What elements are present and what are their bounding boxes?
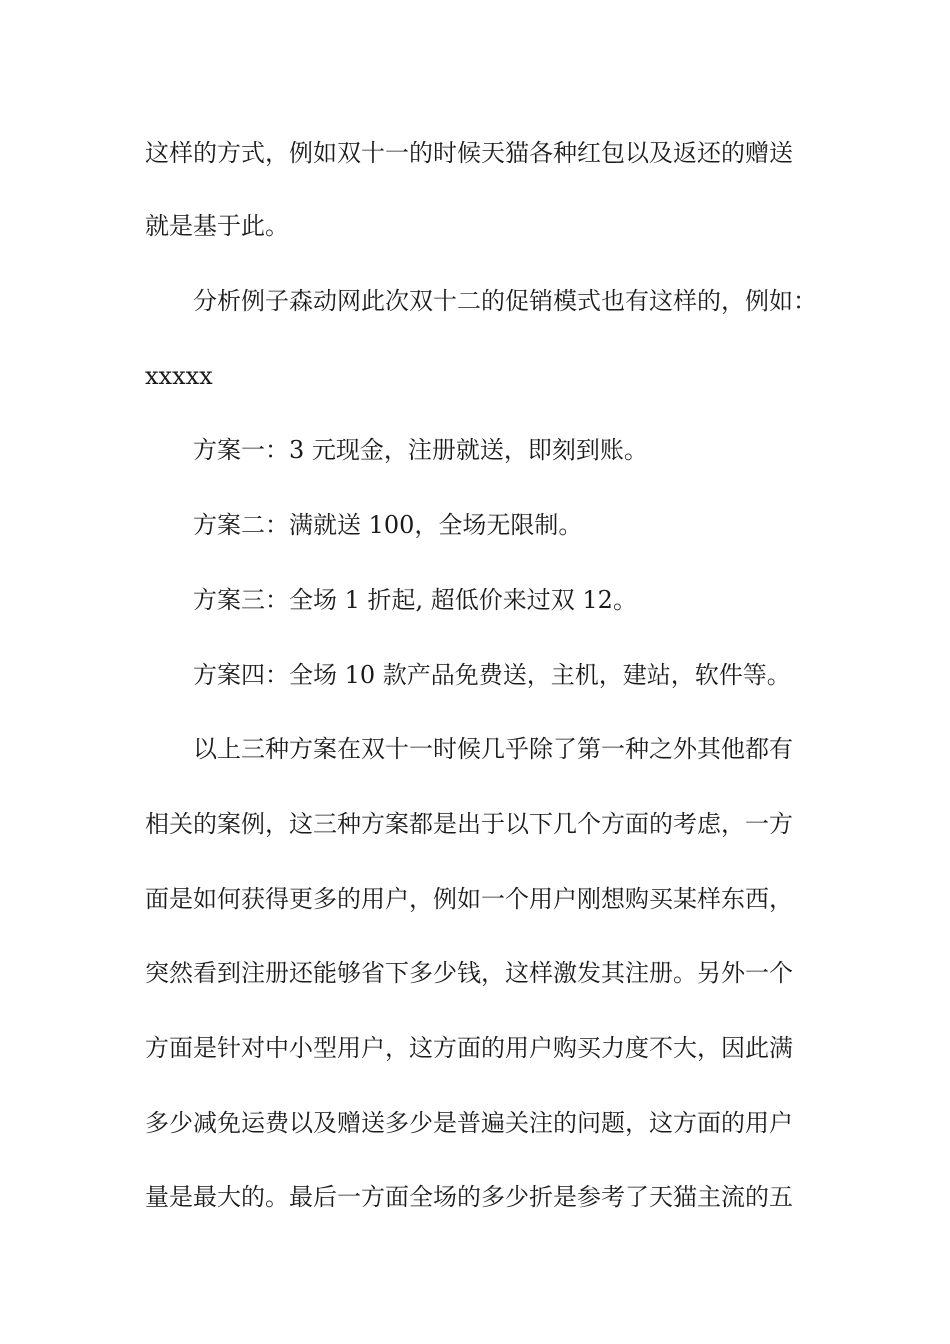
paragraph-start-line: 以上三种方案在双十一时候几乎除了第一种之外其他都有 — [193, 735, 793, 763]
text-line: 就是基于此。 — [145, 212, 289, 240]
text-line: 面是如何获得更多的用户，例如一个用户刚想购买某样东西， — [145, 885, 793, 913]
text-line: 多少减免运费以及赠送多少是普遍关注的问题，这方面的用户 — [145, 1109, 793, 1137]
plan-one-line: 方案一：3 元现金，注册就送，即刻到账。 — [193, 436, 648, 464]
text-line: 突然看到注册还能够省下多少钱，这样激发其注册。另外一个 — [145, 959, 793, 987]
paragraph-start-line: 分析例子森动网此次双十二的促销模式也有这样的，例如： — [193, 287, 817, 315]
text-line: 这样的方式，例如双十一的时候天猫各种红包以及返还的赠送 — [145, 139, 793, 167]
plan-two-line: 方案二：满就送 100，全场无限制。 — [193, 511, 583, 539]
plan-four-line: 方案四：全场 10 款产品免费送，主机，建站，软件等。 — [193, 661, 791, 689]
text-line: 方面是针对中小型用户，这方面的用户购买力度不大，因此满 — [145, 1034, 793, 1062]
text-line: 量是最大的。最后一方面全场的多少折是参考了天猫主流的五 — [145, 1183, 793, 1211]
text-line: 相关的案例，这三种方案都是出于以下几个方面的考虑，一方 — [145, 810, 793, 838]
plan-three-line: 方案三：全场 1 折起, 超低价来过双 12。 — [193, 586, 637, 614]
text-line: xxxxx — [145, 362, 213, 390]
